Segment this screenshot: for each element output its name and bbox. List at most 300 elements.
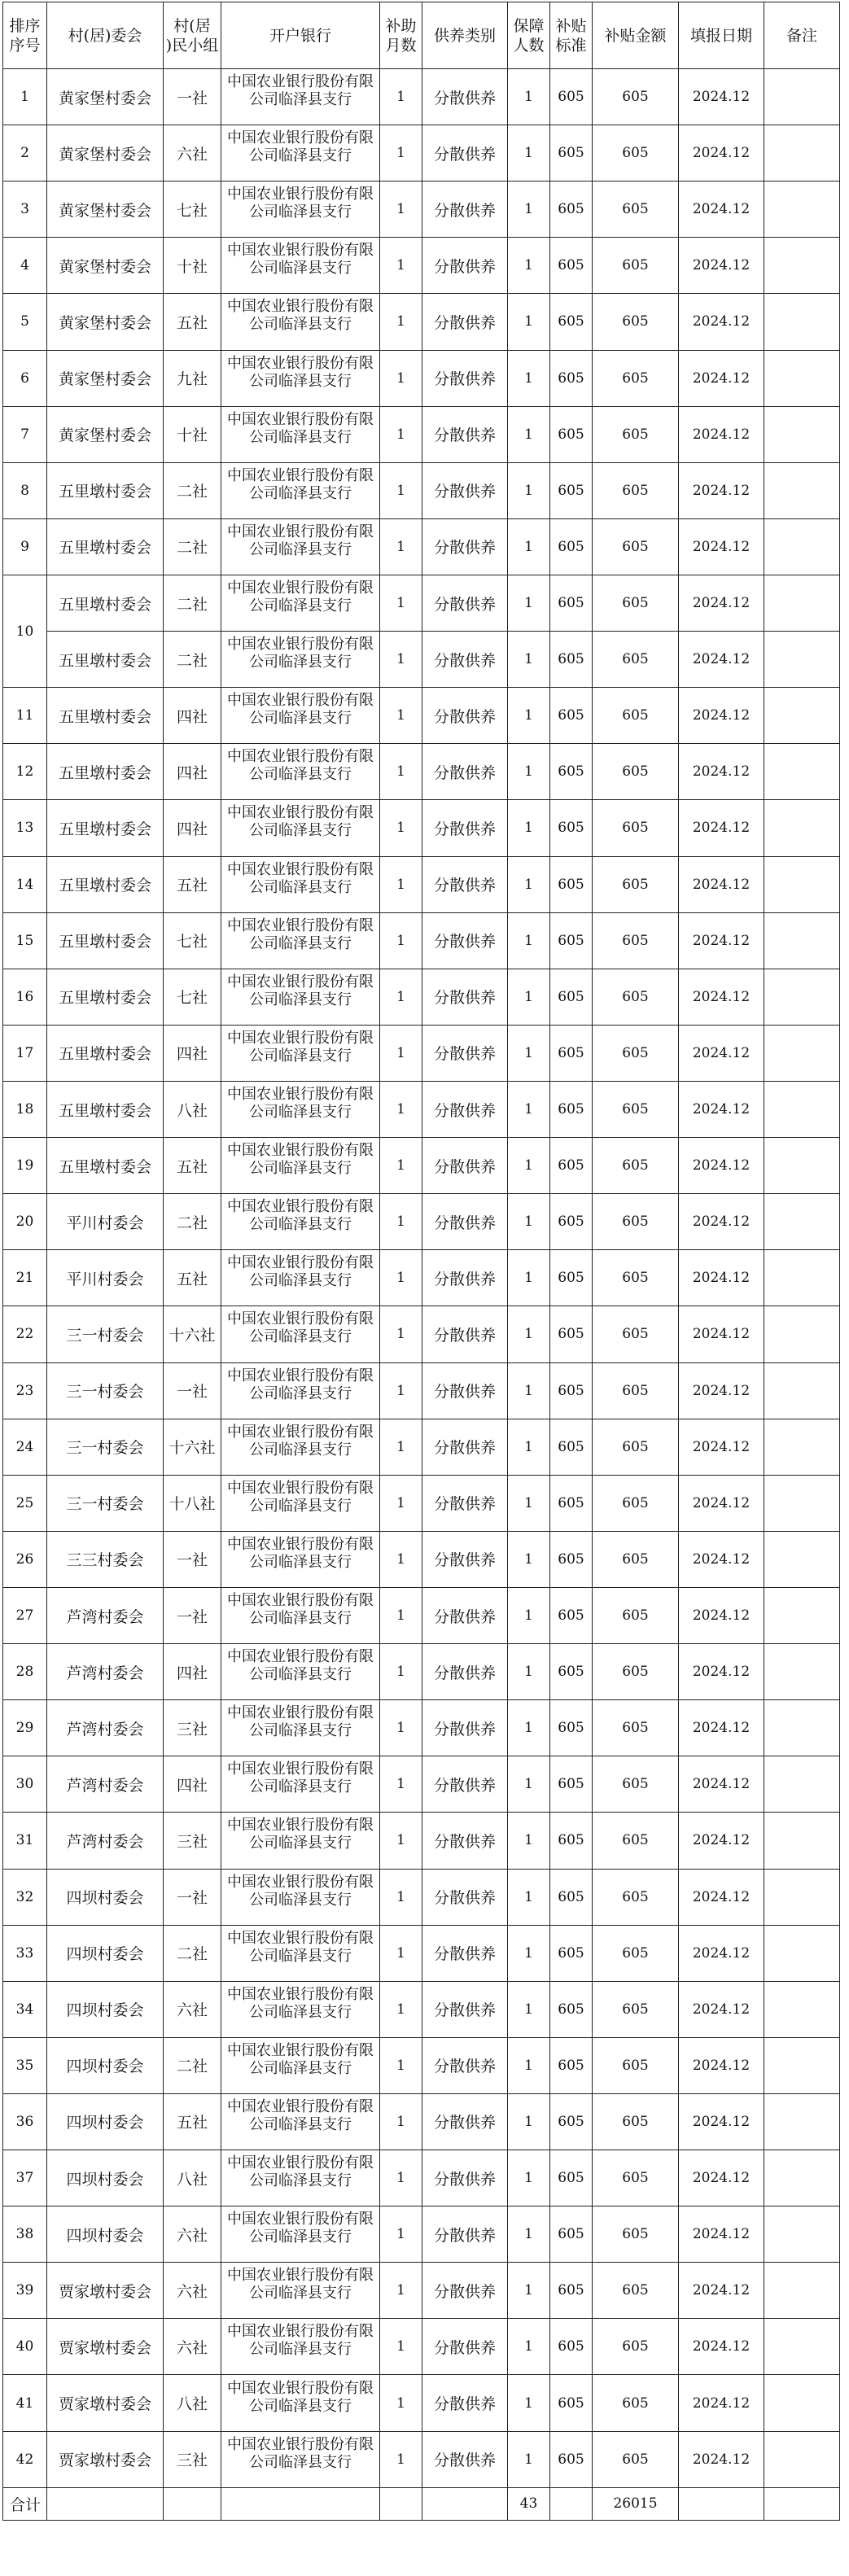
amount-cell: 605 [593, 294, 679, 350]
months-cell: 1 [380, 1306, 422, 1362]
remark-cell [764, 2093, 840, 2150]
months-cell: 1 [380, 2431, 422, 2487]
persons-cell: 1 [508, 238, 550, 294]
bank-name-text: 中国农业银行股份有限公司临泽县支行 [227, 1198, 374, 1234]
months-cell: 1 [380, 350, 422, 406]
header-bank: 开户银行 [221, 2, 380, 69]
remark-cell [764, 350, 840, 406]
group-cell: 二社 [164, 632, 221, 688]
amount-cell: 605 [593, 518, 679, 575]
date-cell: 2024.12 [679, 1531, 764, 1587]
table-row [3, 1306, 840, 1362]
index-cell: 36 [3, 2093, 47, 2150]
index-cell: 15 [3, 912, 47, 969]
remark-cell [764, 1813, 840, 1869]
table-row [3, 406, 840, 462]
months-cell: 1 [380, 1419, 422, 1475]
persons-cell: 1 [508, 2037, 550, 2093]
amount-cell: 605 [593, 1081, 679, 1137]
total-empty-cell [764, 2487, 840, 2520]
group-cell: 五社 [164, 294, 221, 350]
standard-cell: 605 [550, 856, 593, 912]
amount-cell: 605 [593, 575, 679, 631]
village-cell: 黄家堡村委会 [47, 69, 164, 125]
village-cell: 黄家堡村委会 [47, 406, 164, 462]
amount-cell: 605 [593, 2431, 679, 2487]
village-cell: 五里墩村委会 [47, 856, 164, 912]
date-cell: 2024.12 [679, 2431, 764, 2487]
months-cell: 1 [380, 238, 422, 294]
remark-cell [764, 856, 840, 912]
standard-cell: 605 [550, 744, 593, 800]
type-cell: 分散供养 [422, 800, 508, 856]
months-cell: 1 [380, 69, 422, 125]
standard-cell: 605 [550, 1756, 593, 1813]
header-type: 供养类别 [422, 2, 508, 69]
index-cell: 35 [3, 2037, 47, 2093]
bank-cell [221, 1362, 380, 1419]
persons-cell: 1 [508, 1194, 550, 1250]
table-row [3, 1362, 840, 1419]
amount-cell: 605 [593, 350, 679, 406]
bank-name-text: 中国农业银行股份有限公司临泽县支行 [227, 2267, 374, 2303]
persons-cell: 1 [508, 2375, 550, 2431]
amount-cell: 605 [593, 1756, 679, 1813]
bank-cell [221, 1700, 380, 1756]
group-cell: 二社 [164, 2037, 221, 2093]
amount-cell: 605 [593, 1194, 679, 1250]
bank-cell [221, 2150, 380, 2206]
persons-cell: 1 [508, 575, 550, 631]
amount-cell: 605 [593, 1306, 679, 1362]
remark-cell [764, 1194, 840, 1250]
group-cell: 一社 [164, 1531, 221, 1587]
table-row [3, 632, 840, 688]
group-cell: 十六社 [164, 1306, 221, 1362]
village-cell: 四坝村委会 [47, 2037, 164, 2093]
table-row [3, 800, 840, 856]
date-cell: 2024.12 [679, 744, 764, 800]
bank-name-text: 中国农业银行股份有限公司临泽县支行 [227, 1592, 374, 1627]
bank-cell [221, 182, 380, 238]
group-cell: 八社 [164, 2150, 221, 2206]
group-cell: 六社 [164, 2319, 221, 2375]
remark-cell [764, 69, 840, 125]
group-cell: 五社 [164, 1250, 221, 1306]
date-cell: 2024.12 [679, 575, 764, 631]
date-cell: 2024.12 [679, 969, 764, 1025]
bank-cell [221, 2263, 380, 2319]
standard-cell: 605 [550, 1981, 593, 2037]
village-cell: 黄家堡村委会 [47, 182, 164, 238]
months-cell: 1 [380, 632, 422, 688]
standard-cell: 605 [550, 294, 593, 350]
index-cell: 7 [3, 406, 47, 462]
group-cell: 四社 [164, 1756, 221, 1813]
date-cell: 2024.12 [679, 406, 764, 462]
persons-cell: 1 [508, 1362, 550, 1419]
group-cell: 一社 [164, 69, 221, 125]
bank-cell [221, 2319, 380, 2375]
date-cell: 2024.12 [679, 1756, 764, 1813]
remark-cell [764, 912, 840, 969]
village-cell: 贾家墩村委会 [47, 2319, 164, 2375]
table-row [3, 2431, 840, 2487]
standard-cell: 605 [550, 1644, 593, 1700]
months-cell: 1 [380, 2319, 422, 2375]
village-cell: 四坝村委会 [47, 2206, 164, 2263]
header-line: 序号 [9, 36, 41, 55]
bank-cell [221, 1138, 380, 1194]
months-cell: 1 [380, 1250, 422, 1306]
village-cell: 五里墩村委会 [47, 688, 164, 744]
group-cell: 三社 [164, 1813, 221, 1869]
amount-cell: 605 [593, 406, 679, 462]
type-cell: 分散供养 [422, 1138, 508, 1194]
bank-cell [221, 2093, 380, 2150]
table-row [3, 1475, 840, 1531]
persons-cell: 1 [508, 632, 550, 688]
standard-cell: 605 [550, 462, 593, 518]
index-cell: 31 [3, 1813, 47, 1869]
village-cell: 平川村委会 [47, 1250, 164, 1306]
bank-name-text: 中国农业银行股份有限公司临泽县支行 [227, 1142, 374, 1178]
group-cell: 二社 [164, 462, 221, 518]
months-cell: 1 [380, 2150, 422, 2206]
bank-name-text: 中国农业银行股份有限公司临泽县支行 [227, 410, 374, 446]
standard-cell: 605 [550, 1138, 593, 1194]
bank-name-text: 中国农业银行股份有限公司临泽县支行 [227, 1310, 374, 1346]
table-row [3, 294, 840, 350]
remark-cell [764, 1756, 840, 1813]
standard-cell: 605 [550, 1475, 593, 1531]
months-cell: 1 [380, 1869, 422, 1925]
bank-cell [221, 1194, 380, 1250]
index-cell: 13 [3, 800, 47, 856]
remark-cell [764, 800, 840, 856]
bank-name-text: 中国农业银行股份有限公司临泽县支行 [227, 2435, 374, 2471]
index-cell: 11 [3, 688, 47, 744]
type-cell: 分散供养 [422, 688, 508, 744]
standard-cell: 605 [550, 1587, 593, 1643]
remark-cell [764, 2206, 840, 2263]
date-cell: 2024.12 [679, 69, 764, 125]
type-cell: 分散供养 [422, 2263, 508, 2319]
village-cell: 四坝村委会 [47, 1869, 164, 1925]
amount-cell: 605 [593, 800, 679, 856]
type-cell: 分散供养 [422, 912, 508, 969]
table-row [3, 575, 840, 631]
header-months [380, 2, 422, 69]
group-cell: 六社 [164, 125, 221, 182]
header-row [3, 2, 840, 69]
table-row [3, 1138, 840, 1194]
village-cell: 平川村委会 [47, 1194, 164, 1250]
index-cell: 14 [3, 856, 47, 912]
bank-name-text: 中国农业银行股份有限公司临泽县支行 [227, 2041, 374, 2077]
index-cell: 39 [3, 2263, 47, 2319]
date-cell: 2024.12 [679, 632, 764, 688]
amount-cell: 605 [593, 1981, 679, 2037]
amount-cell: 605 [593, 1419, 679, 1475]
bank-cell [221, 1025, 380, 1081]
group-cell: 六社 [164, 1981, 221, 2037]
village-cell: 五里墩村委会 [47, 462, 164, 518]
months-cell: 1 [380, 1644, 422, 1700]
village-cell: 芦湾村委会 [47, 1813, 164, 1869]
standard-cell: 605 [550, 1362, 593, 1419]
persons-cell: 1 [508, 969, 550, 1025]
table-row [3, 1250, 840, 1306]
standard-cell: 605 [550, 1813, 593, 1869]
persons-cell: 1 [508, 69, 550, 125]
village-cell: 黄家堡村委会 [47, 238, 164, 294]
type-cell: 分散供养 [422, 1587, 508, 1643]
bank-name-text: 中国农业银行股份有限公司临泽县支行 [227, 298, 374, 334]
bank-cell [221, 2206, 380, 2263]
remark-cell [764, 2375, 840, 2431]
village-cell: 芦湾村委会 [47, 1587, 164, 1643]
remark-cell [764, 1475, 840, 1531]
bank-cell [221, 294, 380, 350]
bank-name-text: 中国农业银行股份有限公司临泽县支行 [227, 2323, 374, 2359]
persons-cell: 1 [508, 1925, 550, 1981]
amount-cell: 605 [593, 1025, 679, 1081]
group-cell: 二社 [164, 1925, 221, 1981]
remark-cell [764, 294, 840, 350]
table-row [3, 182, 840, 238]
date-cell: 2024.12 [679, 1700, 764, 1756]
persons-cell: 1 [508, 182, 550, 238]
amount-cell: 605 [593, 2375, 679, 2431]
bank-name-text: 中国农业银行股份有限公司临泽县支行 [227, 1648, 374, 1684]
village-cell: 五里墩村委会 [47, 1025, 164, 1081]
bank-name-text: 中国农业银行股份有限公司临泽县支行 [227, 2379, 374, 2415]
months-cell: 1 [380, 1587, 422, 1643]
persons-cell: 1 [508, 1081, 550, 1137]
type-cell: 分散供养 [422, 632, 508, 688]
standard-cell: 605 [550, 800, 593, 856]
months-cell: 1 [380, 406, 422, 462]
bank-cell [221, 1981, 380, 2037]
type-cell: 分散供养 [422, 744, 508, 800]
date-cell: 2024.12 [679, 1194, 764, 1250]
bank-name-text: 中国农业银行股份有限公司临泽县支行 [227, 636, 374, 671]
bank-name-text: 中国农业银行股份有限公司临泽县支行 [227, 1479, 374, 1515]
type-cell: 分散供养 [422, 575, 508, 631]
date-cell: 2024.12 [679, 1081, 764, 1137]
total-empty-cell [422, 2487, 508, 2520]
date-cell: 2024.12 [679, 238, 764, 294]
standard-cell: 605 [550, 1250, 593, 1306]
standard-cell: 605 [550, 1869, 593, 1925]
village-cell: 五里墩村委会 [47, 632, 164, 688]
village-cell: 贾家墩村委会 [47, 2431, 164, 2487]
bank-cell [221, 462, 380, 518]
date-cell: 2024.12 [679, 2206, 764, 2263]
table-row [3, 856, 840, 912]
standard-cell: 605 [550, 350, 593, 406]
table-row [3, 2037, 840, 2093]
village-cell: 贾家墩村委会 [47, 2375, 164, 2431]
standard-cell: 605 [550, 1081, 593, 1137]
bank-name-text: 中国农业银行股份有限公司临泽县支行 [227, 73, 374, 109]
remark-cell [764, 2263, 840, 2319]
months-cell: 1 [380, 1756, 422, 1813]
persons-cell: 1 [508, 1475, 550, 1531]
table-row [3, 350, 840, 406]
months-cell: 1 [380, 2206, 422, 2263]
date-cell: 2024.12 [679, 1250, 764, 1306]
months-cell: 1 [380, 856, 422, 912]
index-cell: 12 [3, 744, 47, 800]
group-cell: 七社 [164, 912, 221, 969]
months-cell: 1 [380, 2263, 422, 2319]
bank-name-text: 中国农业银行股份有限公司临泽县支行 [227, 2211, 374, 2246]
amount-cell: 605 [593, 462, 679, 518]
months-cell: 1 [380, 182, 422, 238]
amount-cell: 605 [593, 2037, 679, 2093]
type-cell: 分散供养 [422, 182, 508, 238]
persons-cell: 1 [508, 2431, 550, 2487]
bank-cell [221, 1644, 380, 1700]
amount-cell: 605 [593, 2206, 679, 2263]
remark-cell [764, 575, 840, 631]
header-line: 月数 [385, 36, 417, 55]
index-cell: 24 [3, 1419, 47, 1475]
bank-cell [221, 1869, 380, 1925]
bank-name-text: 中国农业银行股份有限公司临泽县支行 [227, 692, 374, 728]
index-cell: 2 [3, 125, 47, 182]
table-row [3, 1644, 840, 1700]
persons-cell: 1 [508, 2263, 550, 2319]
amount-cell: 605 [593, 912, 679, 969]
table-row [3, 1194, 840, 1250]
standard-cell: 605 [550, 2319, 593, 2375]
persons-cell: 1 [508, 1756, 550, 1813]
remark-cell [764, 688, 840, 744]
amount-cell: 605 [593, 1250, 679, 1306]
months-cell: 1 [380, 294, 422, 350]
index-cell: 28 [3, 1644, 47, 1700]
group-cell: 二社 [164, 518, 221, 575]
bank-name-text: 中国农业银行股份有限公司临泽县支行 [227, 129, 374, 165]
months-cell: 1 [380, 1531, 422, 1587]
bank-cell [221, 575, 380, 631]
index-cell: 16 [3, 969, 47, 1025]
type-cell: 分散供养 [422, 1981, 508, 2037]
type-cell: 分散供养 [422, 969, 508, 1025]
date-cell: 2024.12 [679, 2319, 764, 2375]
type-cell: 分散供养 [422, 2431, 508, 2487]
header-line: 排序 [9, 16, 41, 35]
persons-cell: 1 [508, 2206, 550, 2263]
date-cell: 2024.12 [679, 688, 764, 744]
date-cell: 2024.12 [679, 2150, 764, 2206]
standard-cell: 605 [550, 2093, 593, 2150]
persons-cell: 1 [508, 125, 550, 182]
bank-name-text: 中国农业银行股份有限公司临泽县支行 [227, 1086, 374, 1122]
total-empty-cell [221, 2487, 380, 2520]
table-row [3, 1025, 840, 1081]
date-cell: 2024.12 [679, 350, 764, 406]
bank-cell [221, 744, 380, 800]
index-cell: 25 [3, 1475, 47, 1531]
group-cell: 六社 [164, 2263, 221, 2319]
group-cell: 六社 [164, 2206, 221, 2263]
bank-name-text: 中国农业银行股份有限公司临泽县支行 [227, 1929, 374, 1965]
remark-cell [764, 406, 840, 462]
months-cell: 1 [380, 688, 422, 744]
group-cell: 八社 [164, 1081, 221, 1137]
group-cell: 四社 [164, 744, 221, 800]
table-row [3, 1531, 840, 1587]
standard-cell: 605 [550, 2150, 593, 2206]
index-cell: 9 [3, 518, 47, 575]
persons-cell: 1 [508, 1813, 550, 1869]
remark-cell [764, 182, 840, 238]
index-cell: 26 [3, 1531, 47, 1587]
persons-cell: 1 [508, 856, 550, 912]
village-cell: 三三村委会 [47, 1531, 164, 1587]
type-cell: 分散供养 [422, 1419, 508, 1475]
standard-cell: 605 [550, 69, 593, 125]
index-cell: 21 [3, 1250, 47, 1306]
remark-cell [764, 462, 840, 518]
index-cell: 37 [3, 2150, 47, 2206]
table-row [3, 1925, 840, 1981]
remark-cell [764, 1362, 840, 1419]
persons-cell: 1 [508, 1419, 550, 1475]
type-cell: 分散供养 [422, 1869, 508, 1925]
months-cell: 1 [380, 1194, 422, 1250]
table-row [3, 2150, 840, 2206]
standard-cell: 605 [550, 2431, 593, 2487]
months-cell: 1 [380, 800, 422, 856]
remark-cell [764, 238, 840, 294]
date-cell: 2024.12 [679, 1869, 764, 1925]
total-amount: 26015 [593, 2487, 679, 2520]
standard-cell: 605 [550, 969, 593, 1025]
village-cell: 贾家墩村委会 [47, 2263, 164, 2319]
type-cell: 分散供养 [422, 294, 508, 350]
bank-name-text: 中国农业银行股份有限公司临泽县支行 [227, 804, 374, 840]
bank-name-text: 中国农业银行股份有限公司临泽县支行 [227, 1873, 374, 1909]
persons-cell: 1 [508, 1025, 550, 1081]
amount-cell: 605 [593, 1587, 679, 1643]
village-cell: 五里墩村委会 [47, 912, 164, 969]
bank-cell [221, 1925, 380, 1981]
bank-cell [221, 2037, 380, 2093]
index-cell: 34 [3, 1981, 47, 2037]
standard-cell: 605 [550, 632, 593, 688]
bank-name-text: 中国农业银行股份有限公司临泽县支行 [227, 523, 374, 558]
months-cell: 1 [380, 1025, 422, 1081]
table-row [3, 2263, 840, 2319]
type-cell: 分散供养 [422, 1644, 508, 1700]
standard-cell: 605 [550, 575, 593, 631]
date-cell: 2024.12 [679, 125, 764, 182]
standard-cell: 605 [550, 2037, 593, 2093]
months-cell: 1 [380, 1813, 422, 1869]
bank-name-text: 中国农业银行股份有限公司临泽县支行 [227, 860, 374, 896]
persons-cell: 1 [508, 1587, 550, 1643]
remark-cell [764, 2037, 840, 2093]
date-cell: 2024.12 [679, 2263, 764, 2319]
standard-cell: 605 [550, 912, 593, 969]
persons-cell: 1 [508, 2319, 550, 2375]
header-line: 保障 [513, 16, 545, 35]
